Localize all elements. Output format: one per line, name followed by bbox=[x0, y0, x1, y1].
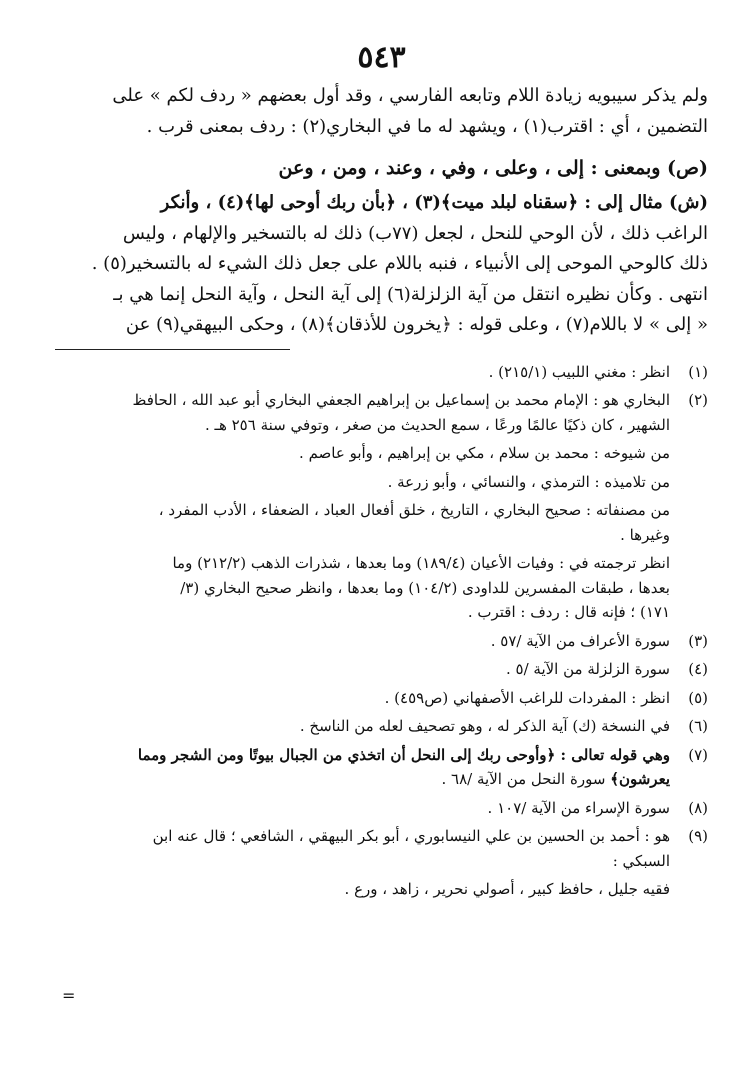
footnote-line: بعدها ، طبقات المفسرين للداودى (١٠٤/٢) وما بعدها ، وانظر صحيح البخاري (٣/ bbox=[180, 578, 670, 597]
footnote-3 bbox=[55, 629, 708, 654]
paragraph-line: ذلك كالوحي الموحى إلى الأنبياء ، فنبه باللام على جعل ذلك الشيء له بالتسخير(٥) . bbox=[91, 253, 708, 274]
paragraph-line: التضمين ، أي : اقترب(١) ، ويشهد له ما في البخاري(٢) : ردف بمعنى قرب . bbox=[146, 115, 708, 137]
paragraph-line: ولم يذكر سيبويه زيادة اللام وتابعه الفارسي ، وقد أول بعضهم « ردف لكم » على bbox=[112, 85, 708, 106]
footnote-number: (٨) bbox=[688, 798, 708, 817]
footnote-number: (١) bbox=[688, 362, 708, 381]
footnote-line: انظر ترجمته في : وفيات الأعيان (١٨٩/٤) وما بعدها ، شذرات الذهب (٢١٢/٢) وما bbox=[172, 554, 670, 572]
footnote-4 bbox=[55, 657, 708, 682]
footnote-5 bbox=[55, 686, 708, 711]
footnote-divider bbox=[55, 349, 290, 350]
footnote-line: من مصنفاته : صحيح البخاري ، التاريخ ، خلق أفعال العباد ، الضعفاء ، الأدب المفرد ، bbox=[158, 501, 670, 519]
footnote-text bbox=[55, 824, 670, 873]
footnote-number: (٢) bbox=[688, 391, 708, 409]
footnote-2 bbox=[55, 388, 708, 437]
footnote-line: وهي قوله تعالى : ﴿وأوحى ربك إلى النحل أن اتخذي من الجبال بيوتًا ومن الشجر ومما bbox=[137, 745, 670, 764]
footnote-text: انظر : مغني اللبيب (٢١٥/١) . bbox=[488, 362, 670, 381]
footnote-number: (٥) bbox=[688, 688, 708, 707]
footnote-line: هو : أحمد بن الحسين بن علي النيسابوري ، أبو بكر البيهقي ، الشافعي ؛ قال عنه ابن bbox=[152, 827, 670, 845]
footnote-line: ١٧١) ؛ فإنه قال : ردف : اقترب . bbox=[467, 603, 670, 621]
footnote-number: (٤) bbox=[688, 660, 708, 678]
footnote-text: سورة الأعراف من الآية /٥٧ . bbox=[490, 631, 670, 650]
footnote-source: سورة النحل من الآية /٦٨ . bbox=[441, 770, 611, 788]
footnote-2-students: من تلاميذه : الترمذي ، والنسائي ، وأبو زرعة . bbox=[387, 472, 670, 491]
footnote-text bbox=[55, 388, 670, 437]
paragraph-line: انتهى . وكأن نظيره انتقل من آية الزلزلة(٦) إلى آية النحل ، وآية النحل إنما هي بـ bbox=[113, 283, 708, 305]
footnote-7 bbox=[55, 743, 708, 792]
footnote-line: الشهير ، كان ذكيًا عالمًا ورعًا ، سمع الحديث من صغر ، وتوفي سنة ٢٥٦ هـ . bbox=[205, 415, 670, 434]
footnote-number: (٧) bbox=[688, 745, 708, 764]
footnote-number: (٣) bbox=[688, 631, 708, 650]
footnote-text: انظر : المفردات للراغب الأصفهاني (ص٤٥٩) . bbox=[384, 688, 670, 707]
footnotes bbox=[55, 360, 708, 902]
footnote-2-biography-refs bbox=[55, 551, 708, 625]
footnote-line: وغيرها . bbox=[620, 525, 670, 544]
footnote-line: السبكي : bbox=[612, 851, 670, 870]
footnote-line: البخاري هو : الإمام محمد بن إسماعيل بن إبراهيم الجعفي البخاري أبو عبد الله ، الحافظ bbox=[132, 391, 670, 409]
main-text bbox=[55, 81, 708, 341]
footnote-text: في النسخة (ك) آية الذكر له ، وهو تصحيف لعله من الناسخ . bbox=[299, 717, 670, 735]
footnote-2-teachers: من شيوخه : محمد بن سلام ، مكي بن إبراهيم ، وأبو عاصم . bbox=[299, 444, 670, 462]
page-number: ٥٤٣ bbox=[357, 40, 406, 75]
footnote-number: (٩) bbox=[688, 827, 708, 845]
footnote-text: سورة الإسراء من الآية /١٠٧ . bbox=[487, 798, 670, 817]
page bbox=[55, 40, 708, 906]
paragraph-line: الراغب ذلك ، لأن الوحي للنحل ، لجعل (٧٧ب) ذلك له بالتسخير والإلهام ، وليس bbox=[122, 222, 708, 244]
footnote-6 bbox=[55, 714, 708, 739]
footnote-line bbox=[55, 767, 670, 792]
footnote-1 bbox=[55, 360, 708, 385]
paragraph-line: (ش) مثال إلى : ﴿سقناه لبلد ميت﴾(٣) ، ﴿بأن ربك أوحى لها﴾(٤) ، وأنكر bbox=[160, 192, 708, 213]
footnote-9-quote: فقيه جليل ، حافظ كبير ، أصولي نحرير ، زاهد ، ورع . bbox=[344, 880, 670, 898]
footnote-9 bbox=[55, 824, 708, 873]
section-heading: (ص) وبمعنى : إلى ، وعلى ، وفي ، وعند ، ومن ، وعن bbox=[278, 157, 708, 179]
footnote-2-works bbox=[55, 498, 708, 547]
continuation-mark: = bbox=[62, 986, 76, 1005]
footnote-text bbox=[55, 743, 670, 792]
footnote-number: (٦) bbox=[688, 717, 708, 735]
footnote-divider-wrap bbox=[55, 341, 708, 360]
footnote-verse-end: يعرشون﴾ bbox=[610, 770, 670, 788]
footnote-text: سورة الزلزلة من الآية /٥ . bbox=[505, 660, 670, 678]
paragraph-line: « إلى » لا باللام(٧) ، وعلى قوله : ﴿يخرون للأذقان﴾(٨) ، وحكى البيهقي(٩) عن bbox=[125, 314, 708, 335]
footnote-8 bbox=[55, 796, 708, 821]
